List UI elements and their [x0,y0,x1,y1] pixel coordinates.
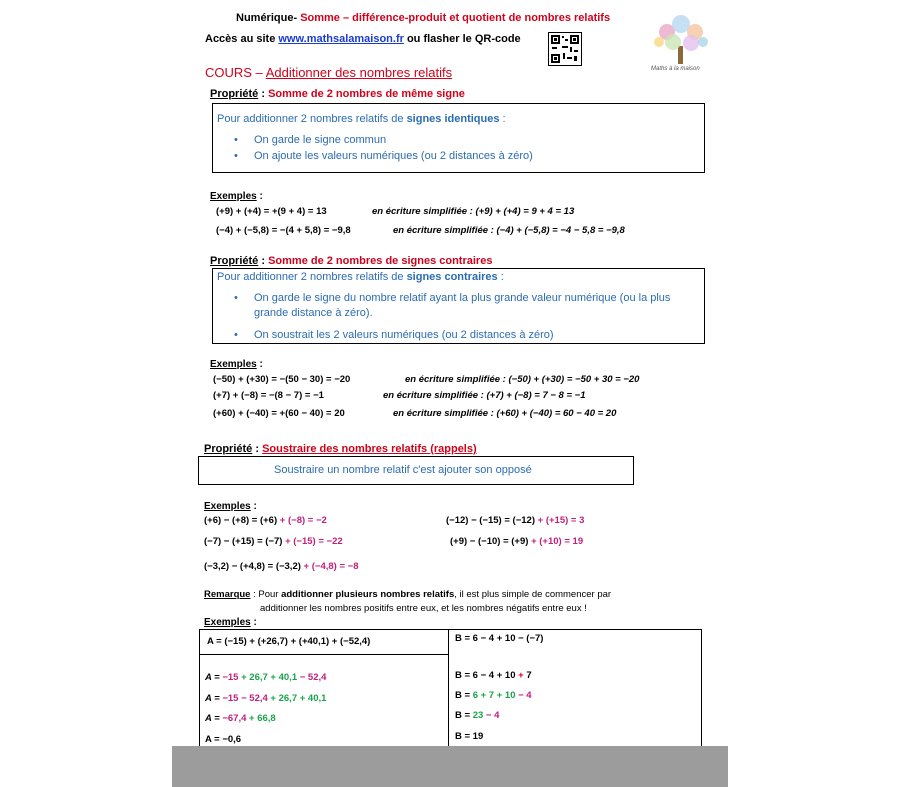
example-simplified-text: en écriture simplifiée : (+60) + (−40) = 60 − 40 = 20 [393,408,617,419]
logo-caption: Maths à la maison [651,66,700,72]
row-neg: −15 − 52,4 [222,693,268,704]
examples-label: Exemples [210,191,257,202]
example-expression: (+9) + (+4) = +(9 + 4) = 13 [216,206,327,217]
remarque-text-1: : Pour [250,589,282,600]
property2-sep: : [258,255,269,267]
bullet-text: On garde le signe commun [254,134,387,146]
row-lead: B = 6 − 4 + 10 [455,670,519,681]
expr-post: (+10) = 19 [536,536,584,547]
site-link[interactable]: www.mathsalamaison.fr [278,33,404,45]
remarque-examples-heading [204,617,257,628]
row-lead: A = [205,713,223,724]
example-row [213,374,350,385]
row-lead: A = [205,672,223,683]
table-a-title: A = (−15) + (+26,7) + (+40,1) + (−52,4) [207,636,371,647]
example-simplified [405,374,639,385]
row-neg: −15 [222,672,239,683]
expr-post-text: (−8) = −2 [285,515,327,526]
property3-box-text: Soustraire un nombre relatif c'est ajouter son opposé [274,464,532,476]
bottom-gray-bar [172,746,728,787]
subtraction-example [204,561,359,572]
property1-intro-end: : [499,113,506,125]
example-simplified-text: en écriture simplifiée : (+9) + (+4) = 9 + 4 = 13 [372,206,575,217]
property3-title: Soustraire des nombres relatifs (rappels) [262,443,477,455]
page-title [236,12,610,24]
examples-label: Exemples [204,617,251,628]
property2-bullet-2: • On soustrait les 2 valeurs numériques (ou 2 distances à zéro) [234,329,554,341]
cours-title: Additionner des nombres relatifs [265,65,453,80]
row-lead: A = [205,693,223,704]
example-simplified [393,225,625,236]
examples-label: Exemples [210,359,257,370]
expr-post [285,515,326,526]
property2-heading [210,255,492,267]
property1-sep: : [258,88,269,100]
expr-post: (−15) = −22 [290,536,343,547]
title-main: Somme – différence-produit et quotient de nombres relatifs [300,12,611,24]
property1-intro [217,113,506,125]
row-neg: −67,4 [222,713,247,724]
cours-label: COURS – [205,65,266,80]
expr-pre: (−12) − (−15) = (−12) [446,515,538,526]
row-neg: − 4 [483,710,500,721]
example-expression: (−4) + (−5,8) = −(4 + 5,8) = −9,8 [216,225,351,236]
examples-colon: : [250,501,257,512]
examples-colon: : [256,191,263,202]
row-pos: + 26,7 + 40,1 [238,672,298,683]
property3-label: Propriété [204,443,253,455]
bullet-text: On soustrait les 2 valeurs numériques (ou 2 distances à zéro) [254,329,554,341]
table-b-row-3 [455,710,499,721]
access-prefix: Accès au site [205,33,279,45]
expr-post: (+15) = 3 [543,515,585,526]
row-pos: + 26,7 + 40,1 [267,693,327,704]
expr-op: + [279,515,286,526]
property1-heading [210,88,465,100]
example-row [213,408,345,419]
row-neg: − 4 [515,690,532,701]
property1-title: Somme de 2 nombres de même signe [268,88,465,100]
property3-examples-heading [204,501,257,512]
remarque-line-1 [204,589,611,600]
bullet-text: grande distance à zéro). [254,307,373,319]
property2-intro-bold: signes contraires [406,271,498,283]
table-divider [448,629,449,747]
property3-sep: : [252,443,263,455]
table-a-result: A = −0,6 [205,734,242,745]
expr-op: + [285,536,291,547]
example-row [213,390,324,401]
property1-bullet-2: • On ajoute les valeurs numériques (ou 2 distances à zéro) [234,150,533,162]
property1-intro-text: Pour additionner 2 nombres relatifs de [217,113,407,125]
property2-intro-end: : [497,271,504,283]
example-simplified-text: en écriture simplifiée : (+7) + (−8) = 7 − 8 = −1 [383,390,586,401]
property3-heading [204,443,477,455]
remarque-text-2: , il est plus simple de commencer par [454,589,612,600]
example-expression: (−50) + (+30) = −(50 − 30) = −20 [213,374,351,385]
example-simplified-text: en écriture simplifiée : (−50) + (+30) = −50 + 30 = −20 [405,374,640,385]
property2-intro [217,271,504,283]
example-simplified [383,390,586,401]
table-b-row-1 [455,670,532,681]
expr-op: + [531,536,537,547]
bullet-text: On garde le signe du nombre relatif ayant la plus grande valeur numérique (ou la plus [254,292,671,304]
subtraction-example [450,536,583,547]
expr-op: + [303,561,310,572]
examples-colon: : [256,359,263,370]
example-simplified-text: en écriture simplifiée : (−4) + (−5,8) = −4 − 5,8 = −9,8 [393,225,625,236]
property1-label: Propriété [210,88,259,100]
access-line [205,33,521,45]
property2-label: Propriété [210,255,259,267]
expr-pre: (+6) − (+8) = (+6) [204,515,280,526]
examples-label: Exemples [204,501,251,512]
remarque-bold: additionner plusieurs nombres relatifs [281,589,455,600]
table-b-row-2 [455,690,532,701]
remarque-line-2: additionner les nombres positifs entre eux, et les nombres négatifs entre eux ! [260,603,587,614]
row-lead: B = [455,690,473,701]
row-neg: − 52,4 [297,672,327,683]
title-prefix: Numérique- [236,12,298,24]
access-suffix: ou flasher le QR-code [403,33,521,45]
row-rest: 7 [523,670,532,681]
expr-pre: (−3,2) − (+4,8) = (−3,2) [204,561,304,572]
property2-bullet-1-continued [254,307,373,319]
row-pos: 23 [472,710,484,721]
property1-examples-heading [210,191,263,202]
table-a-row-2 [205,693,326,704]
expr-post: (−4,8) = −8 [309,561,359,572]
table-header-divider [199,654,448,655]
property2-bullet-1: • On garde le signe du nombre relatif ayant la plus grande valeur numérique (ou la plus [234,292,671,304]
qr-code-icon [548,32,582,66]
example-row [216,206,327,217]
property1-bullet-1: • On garde le signe commun [234,134,387,146]
subtraction-example [204,515,327,526]
table-a-row-3 [205,713,276,724]
row-lead: B = [455,710,473,721]
remarque-label: Remarque [204,589,251,600]
expr-pre: (+9) − (−10) = (+9) [450,536,532,547]
property2-title: Somme de 2 nombres de signes contraires [268,255,493,267]
subtraction-example [204,536,343,547]
bullet-text: On ajoute les valeurs numériques (ou 2 distances à zéro) [254,150,533,162]
table-b-title: B = 6 − 4 + 10 − (−7) [455,633,544,644]
expr-op: + [537,515,544,526]
property2-examples-heading [210,359,263,370]
example-expression: (+7) + (−8) = −(8 − 7) = −1 [213,390,324,401]
expr-pre: (−7) − (+15) = (−7) [204,536,286,547]
property1-intro-bold: signes identiques [406,113,500,125]
table-b-result: B = 19 [455,731,484,742]
examples-colon: : [250,617,257,628]
property2-intro-text: Pour additionner 2 nombres relatifs de [217,271,407,283]
example-simplified [393,408,616,419]
example-simplified [372,206,574,217]
row-pos: 6 + 7 + 10 [472,690,516,701]
example-expression: (+60) + (−40) = +(60 − 40) = 20 [213,408,345,419]
logo-tree-icon [645,10,717,78]
row-op: + [518,670,524,681]
table-a-row-1 [205,672,326,683]
example-row [216,225,351,236]
cours-heading [205,65,452,80]
row-pos: + 66,8 [246,713,276,724]
subtraction-example [446,515,584,526]
